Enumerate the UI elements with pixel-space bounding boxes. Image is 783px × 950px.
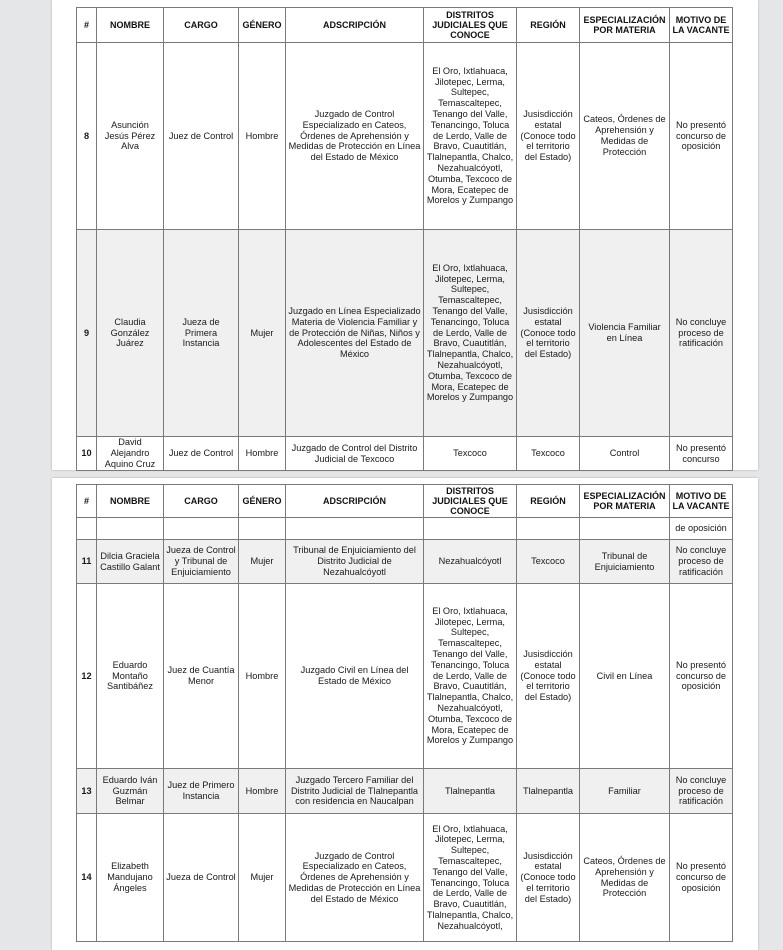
row-genero: Mujer bbox=[239, 230, 286, 437]
row-genero: Hombre bbox=[239, 769, 286, 814]
row-distritos: Texcoco bbox=[424, 437, 517, 471]
row-cargo: Juez de Cuantía Menor bbox=[164, 584, 239, 769]
row-nombre: David Alejandro Aquino Cruz bbox=[97, 437, 164, 471]
row-num: 11 bbox=[77, 540, 97, 584]
row-cargo: Jueza de Primera Instancia bbox=[164, 230, 239, 437]
header-nombre: NOMBRE bbox=[97, 8, 164, 43]
header-genero: GÉNERO bbox=[239, 8, 286, 43]
header-especializacion: ESPECIALIZACIÓN POR MATERIA bbox=[580, 8, 670, 43]
header-especializacion: ESPECIALIZACIÓN POR MATERIA bbox=[580, 485, 670, 518]
row-nombre: Claudia González Juárez bbox=[97, 230, 164, 437]
row-especializacion: Cateos, Órdenes de Aprehensión y Medidas de Protección bbox=[580, 814, 670, 942]
row-nombre: Asunción Jesús Pérez Alva bbox=[97, 43, 164, 230]
header-cargo: CARGO bbox=[164, 485, 239, 518]
table-row bbox=[77, 43, 733, 230]
table-row bbox=[77, 437, 733, 471]
row-especializacion: Tribunal de Enjuiciamiento bbox=[580, 540, 670, 584]
row-genero: Mujer bbox=[239, 814, 286, 942]
row-distritos: Nezahualcóyotl bbox=[424, 540, 517, 584]
row-motivo: No presentó concurso de oposición bbox=[670, 584, 733, 769]
header-distritos: DISTRITOS JUDICIALES QUE CONOCE bbox=[424, 8, 517, 43]
row-adscripcion: Juzgado de Control Especializado en Cateos, Órdenes de Aprehensión y Medidas de Protección en Línea del Estado de México bbox=[286, 814, 424, 942]
table-row bbox=[77, 230, 733, 437]
row-adscripcion: Juzgado en Línea Especializado Materia de Violencia Familiar y de Protección de Niñas, Niños y Adolescentes del Estado de México bbox=[286, 230, 424, 437]
table-header-row bbox=[77, 8, 733, 43]
row-motivo: No presentó concurso bbox=[670, 437, 733, 471]
row-genero: Hombre bbox=[239, 437, 286, 471]
row-distritos: Tlalnepantla bbox=[424, 769, 517, 814]
header-num: # bbox=[77, 485, 97, 518]
row-especializacion: Familiar bbox=[580, 769, 670, 814]
row-region: Jusisdicción estatal (Conoce todo el territorio del Estado) bbox=[517, 814, 580, 942]
row-genero: Hombre bbox=[239, 584, 286, 769]
document-page-2 bbox=[52, 478, 758, 950]
header-num: # bbox=[77, 8, 97, 43]
row-cargo: Juez de Primero Instancia bbox=[164, 769, 239, 814]
row-adscripcion: Tribunal de Enjuiciamiento del Distrito Judicial de Nezahualcóyotl bbox=[286, 540, 424, 584]
row-especializacion: Violencia Familiar en Línea bbox=[580, 230, 670, 437]
vacancies-table-page-1 bbox=[76, 7, 733, 471]
row-genero: Mujer bbox=[239, 540, 286, 584]
row-distritos: El Oro, Ixtlahuaca, Jilotepec, Lerma, Sultepec, Temascaltepec, Tenango del Valle, Tenancingo, Toluca de Lerdo, Valle de Bravo, Cuautitlán, Tlalnepantla, Chalco, Nezahualcóyotl, bbox=[424, 814, 517, 942]
row-region: Jusisdicción estatal (Conoce todo el territorio del Estado) bbox=[517, 43, 580, 230]
table-row-continuation bbox=[77, 518, 733, 540]
row-region: Tlalnepantla bbox=[517, 769, 580, 814]
header-adscripcion: ADSCRIPCIÓN bbox=[286, 485, 424, 518]
table-row bbox=[77, 769, 733, 814]
header-region: REGIÓN bbox=[517, 485, 580, 518]
row-cargo: Jueza de Control y Tribunal de Enjuiciamiento bbox=[164, 540, 239, 584]
row-nombre: Eduardo Montaño Santibáñez bbox=[97, 584, 164, 769]
table-row bbox=[77, 584, 733, 769]
header-genero: GÉNERO bbox=[239, 485, 286, 518]
table-row bbox=[77, 540, 733, 584]
row-motivo-continuation: de oposición bbox=[670, 518, 733, 540]
document-page-1 bbox=[52, 0, 758, 470]
row-nombre: Dilcia Graciela Castillo Galant bbox=[97, 540, 164, 584]
row-num: 13 bbox=[77, 769, 97, 814]
row-adscripcion: Juzgado de Control del Distrito Judicial de Texcoco bbox=[286, 437, 424, 471]
row-region: Jusisdicción estatal (Conoce todo el territorio del Estado) bbox=[517, 230, 580, 437]
row-genero: Hombre bbox=[239, 43, 286, 230]
header-adscripcion: ADSCRIPCIÓN bbox=[286, 8, 424, 43]
row-num: 12 bbox=[77, 584, 97, 769]
row-motivo: No concluye proceso de ratificación bbox=[670, 230, 733, 437]
row-adscripcion: Juzgado Civil en Línea del Estado de México bbox=[286, 584, 424, 769]
row-motivo: No concluye proceso de ratificación bbox=[670, 540, 733, 584]
row-region: Jusisdicción estatal (Conoce todo el territorio del Estado) bbox=[517, 584, 580, 769]
row-motivo: No presentó concurso de oposición bbox=[670, 43, 733, 230]
row-distritos: El Oro, Ixtlahuaca, Jilotepec, Lerma, Sultepec, Temascaltepec, Tenango del Valle, Tenancingo, Toluca de Lerdo, Valle de Bravo, Cuautitlán, Tlalnepantla, Chalco, Nezahualcóyotl, Otumba, Texcoco de Mora, Ecatepec de Morelos y Zumpango bbox=[424, 43, 517, 230]
row-especializacion: Control bbox=[580, 437, 670, 471]
header-distritos: DISTRITOS JUDICIALES QUE CONOCE bbox=[424, 485, 517, 518]
row-num: 9 bbox=[77, 230, 97, 437]
row-distritos: El Oro, Ixtlahuaca, Jilotepec, Lerma, Sultepec, Temascaltepec, Tenango del Valle, Tenancingo, Toluca de Lerdo, Valle de Bravo, Cuautitlán, Tlalnepantla, Chalco, Nezahualcóyotl, Otumba, Texcoco de Mora, Ecatepec de Morelos y Zumpango bbox=[424, 230, 517, 437]
table-row bbox=[77, 814, 733, 942]
row-num: 14 bbox=[77, 814, 97, 942]
row-motivo: No presentó concurso de oposición bbox=[670, 814, 733, 942]
row-motivo: No concluye proceso de ratificación bbox=[670, 769, 733, 814]
header-cargo: CARGO bbox=[164, 8, 239, 43]
row-num: 10 bbox=[77, 437, 97, 471]
row-cargo: Jueza de Control bbox=[164, 814, 239, 942]
row-num: 8 bbox=[77, 43, 97, 230]
row-region: Texcoco bbox=[517, 437, 580, 471]
row-especializacion: Civil en Línea bbox=[580, 584, 670, 769]
header-motivo: MOTIVO DE LA VACANTE bbox=[670, 485, 733, 518]
row-adscripcion: Juzgado de Control Especializado en Cateos, Órdenes de Aprehensión y Medidas de Protección en Línea del Estado de México bbox=[286, 43, 424, 230]
row-cargo: Juez de Control bbox=[164, 43, 239, 230]
row-especializacion: Cateos, Órdenes de Aprehensión y Medidas de Protección bbox=[580, 43, 670, 230]
row-adscripcion: Juzgado Tercero Familiar del Distrito Judicial de Tlalnepantla con residencia en Naucalpan bbox=[286, 769, 424, 814]
row-distritos: El Oro, Ixtlahuaca, Jilotepec, Lerma, Sultepec, Temascaltepec, Tenango del Valle, Tenancingo, Toluca de Lerdo, Valle de Bravo, Cuautitlán, Tlalnepantla, Chalco, Nezahualcóyotl, Otumba, Texcoco de Mora, Ecatepec de Morelos y Zumpango bbox=[424, 584, 517, 769]
table-header-row bbox=[77, 485, 733, 518]
header-motivo: MOTIVO DE LA VACANTE bbox=[670, 8, 733, 43]
row-nombre: Elizabeth Mandujano Ángeles bbox=[97, 814, 164, 942]
header-nombre: NOMBRE bbox=[97, 485, 164, 518]
vacancies-table-page-2 bbox=[76, 484, 733, 942]
row-nombre: Eduardo Iván Guzmán Belmar bbox=[97, 769, 164, 814]
row-cargo: Juez de Control bbox=[164, 437, 239, 471]
header-region: REGIÓN bbox=[517, 8, 580, 43]
row-region: Texcoco bbox=[517, 540, 580, 584]
